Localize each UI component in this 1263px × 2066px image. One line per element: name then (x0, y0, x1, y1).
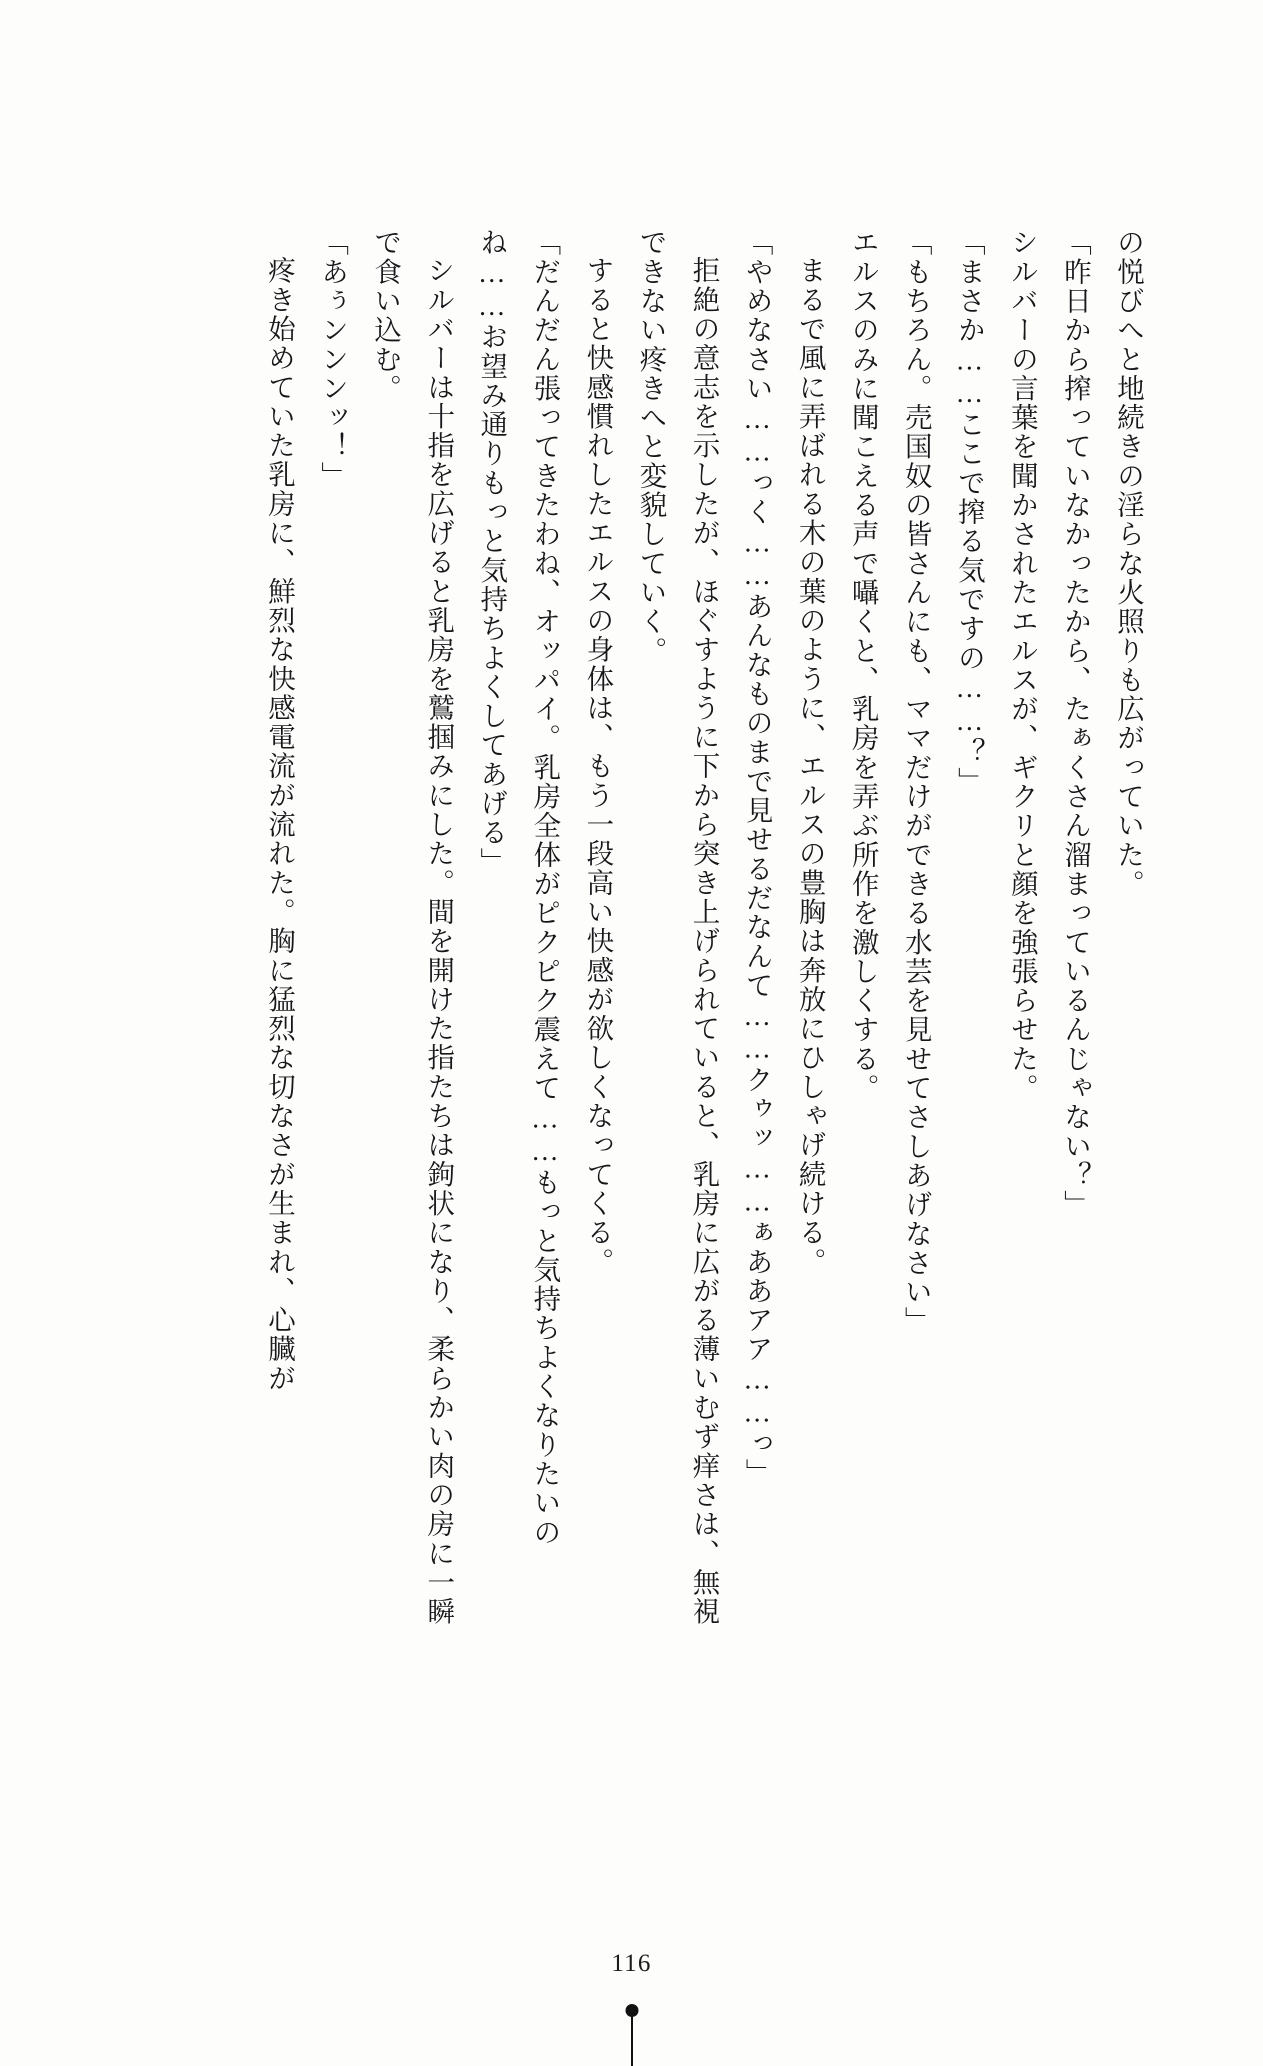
paragraph: 拒絶の意志を示したが、ほぐすように下から突き上げられていると、乳房に広がる薄いむず痒さは、無視できない疼きへと変貌していく。 (635, 228, 720, 1626)
paragraph: すると快感慣れしたエルスの身体は、もう一段高い快感が欲しくなってくる。 (582, 255, 614, 1276)
paragraph: 「あぅンンンッ！」 (317, 228, 349, 491)
paragraph: 疼き始めていた乳房に、鮮烈な快感電流が流れた。胸に猛烈な切なさが生まれ、心臓が (264, 255, 295, 1393)
ribbon-stem (631, 2016, 633, 2066)
paragraph: シルバーは十指を広げると乳房を鷲掴みにした。間を開けた指たちは鉤状になり、柔らかい肉の房に一瞬で食い込む。 (370, 228, 455, 1626)
paragraph: シルバーの言葉を聞かされたエルスが、ギクリと顔を強張らせた。 (1006, 228, 1038, 1103)
paragraph: 「やめなさい……っく……あんなものまで見せるだなんて……クゥッ……ぁああアア……っ」 (741, 228, 773, 1488)
paragraph: 「まさか……ここで搾る気ですの……？」 (953, 228, 985, 796)
bookmark-ribbon-icon (627, 2004, 637, 2066)
paragraph: の悦びへと地続きの淫らな火照りも広がっていた。 (1113, 228, 1144, 899)
paragraph: 「もちろん。売国奴の皆さんにも、ママだけができる水芸を見せてさしあげなさい」 (900, 228, 932, 1336)
paragraph: 「だんだん張ってきたわね、オッパイ。乳房全体がピクピク震えて……もっと気持ちよくなりたいのね……お望み通りもっと気持ちよくしてあげる」 (476, 228, 561, 1547)
page-number: 116 (611, 1950, 652, 1977)
paragraph: エルスのみに聞こえる声で囁くと、乳房を弄ぶ所作を激しくする。 (847, 228, 879, 1103)
page-text-body (175, 228, 1155, 1628)
paragraph: まるで風に弄ばれる木の葉のように、エルスの豊胸は奔放にひしゃげ続ける。 (794, 255, 826, 1276)
paragraph: 「昨日から搾っていなかったから、たぁくさん溜まっているんじゃない？」 (1059, 228, 1091, 1220)
